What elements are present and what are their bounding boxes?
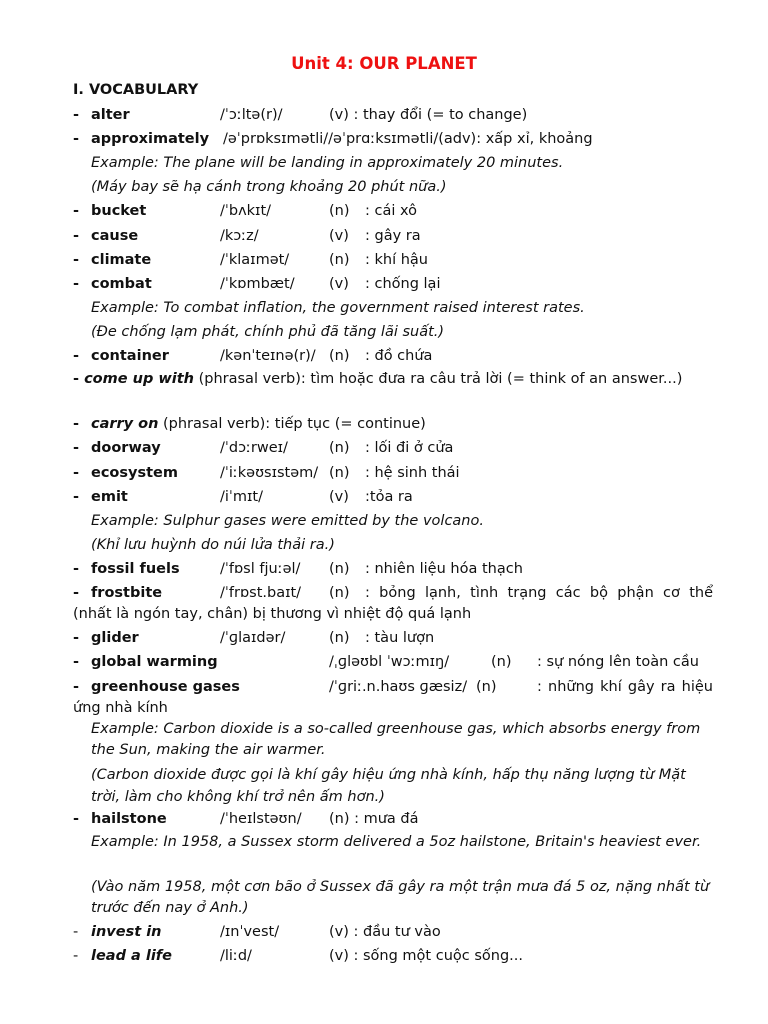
vocab-ipa: /ˈfɒsl fjuːəl/ [220,561,301,577]
vocab-pos: (n) [329,561,350,577]
example-vi: (Đe chống lạm phát, chính phủ đã tăng lãi suất.) [91,324,445,340]
vocab-ipa: /ˈbʌkɪt/ [220,203,272,219]
example-en: Example: In 1958, a Sussex storm delivered a 5oz hailstone, Britain's heaviest ever. [91,834,702,850]
vocab-meaning: : gây ra [365,228,421,244]
vocab-ipa: /əˈprɒksɪmətli//əˈprɑːksɪmətli/(adv): xấp xỉ, khoảng [223,131,593,147]
vocab-word: cause [91,228,139,244]
vocab-word: frostbite [91,585,163,601]
vocab-ipa: /ˈiːkəʊsɪstəm/ [220,465,319,481]
example-vi: (Carbon dioxide được gọi là khí gây hiệu ứng nhà kính, hấp thụ năng lượng từ Mặt trời, làm cho không khí trở nên ấm hơn.) [91,767,686,805]
vocab-meaning: (v) : sống một cuộc sống... [329,948,523,964]
vocab-word: alter [91,107,130,123]
vocab-ipa: /ɪnˈvest/ [220,924,280,940]
vocab-word: container [91,348,169,364]
vocab-pos: (n) [329,203,350,219]
vocab-pos: (v) [329,276,349,292]
vocab-meaning: : sự nóng lên toàn cầu [537,654,699,670]
vocab-ipa: /liːd/ [220,948,252,964]
vocab-pos: (n) [329,348,350,364]
vocab-meaning: : cái xô [365,203,417,219]
vocab-word: carry on [91,416,159,432]
vocab-pos: (n) [476,679,497,695]
vocab-word: emit [91,489,128,505]
vocab-pos: (n) [329,252,350,268]
vocab-meaning: (n) : mưa đá [329,811,419,827]
vocab-pos: (n) [329,585,350,601]
vocab-pos: (v) [329,228,349,244]
example-vi: (Vào năm 1958, một cơn bão ở Sussex đã gây ra một trận mưa đá 5 oz, nặng nhất từ trước đến nay ở Anh.) [91,879,710,916]
vocab-word: bucket [91,203,147,219]
vocab-word: fossil fuels [91,561,180,577]
vocab-meaning: : tàu lượn [365,630,435,646]
document-page: Unit 4: OUR PLANET I. VOCABULARY - alter /ˈɔːltə(r)/ (v) : thay đổi (= to change) - approximately /əˈprɒksɪmətli//əˈprɑːksɪmətli/(adv): xấp xỉ, khoảng Example: The plane will be landing in approximately 20 minutes. (Máy bay sẽ hạ cánh trong khoảng 20 phút nữa.) - bucket /ˈbʌkɪt/ (n) : cái xô - cause /kɔːz/ (v) : gây ra - climate /ˈklaɪmət/ (n) : khí hậu - combat /ˈkɒmbæt/ (v) : chống lại Example: To combat inflation, the government raised interest rates. (Đe chống lạm phát, chính phủ đã tăng lãi suất.) - container /kənˈteɪnə(r)/ (n) : đồ chứa - come up with (phrasal verb): tìm hoặc đưa ra câu trả lời (= think of an answer...) - carry on (phrasal verb): tiếp tục (= continue) - doorway /ˈdɔːrweɪ/ (n) : lối đi ở cửa - ecosystem /ˈiːkəʊsɪstəm/ (n) : hệ sinh thái - emit /iˈmɪt/ (v) :tỏa ra Example: Sulphur gases were emitted by the volcano. (Khỉ lưu huỳnh do núi lửa thải ra.) - fossil fuels /ˈfɒsl fjuːəl/ (n) : nhiên liệu hóa thạch - frostbite /ˈfrɒst.baɪt/ (n) : bỏng lạnh, tình trạng các bộ phận cơ thể (nhất là ngón tay, chân) bị thương vì nhiệt độ quá lạnh - glider /ˈɡlaɪdər/ (n) : tàu lượn - global warming /ˌɡləʊbl ˈwɔːmɪŋ/ (n) : sự nóng lên toàn cầu - greenhouse gases /ˈɡriː.n.haʊs ɡæsiz/ (n) : những khí gây ra hiệu ứng nhà kính Example: Carbon dioxide is a so-called greenhouse gas, which absorbs energy from the Sun, making the air warmer. (Carbon dioxide được gọi là khí gây hiệu ứng nhà kính, hấp thụ năng lượng từ Mặt trời, làm cho không khí trở nên ấm hơn.) - hailstone /ˈheɪlstəʊn/ (n) : mưa đá Example: In 1958, a Sussex storm delivered a 5oz hailstone, Britain's heaviest ever. (Vào năm 1958, một cơn bão ở Sussex đã gây ra một trận mưa đá 5 oz, nặng nhất từ trước đến nay ở Anh.) - invest in /ɪnˈvest/ (v) : đầu tư vào - lead a life /liːd/ (v) : sống một cuộc sống... [0,0,768,1024]
vocab-meaning: : nhiên liệu hóa thạch [365,561,523,577]
vocab-ipa: /ˈɡlaɪdər/ [220,630,286,646]
vocab-word: doorway [91,440,161,456]
vocab-pos: (n) [329,440,350,456]
vocab-word: combat [91,276,152,292]
vocab-word: ecosystem [91,465,178,481]
vocab-word: greenhouse gases [91,679,240,695]
vocab-word: come up with [84,371,194,387]
vocab-pos: (n) [329,465,350,481]
unit-title: Unit 4: OUR PLANET [291,54,477,73]
example-en: Example: To combat inflation, the government raised interest rates. [91,300,585,316]
vocab-meaning: (phrasal verb): tìm hoặc đưa ra câu trả lời (= think of an answer...) [194,371,683,387]
vocab-meaning: (v) : thay đổi (= to change) [329,107,528,123]
vocab-meaning: : chống lại [365,276,441,292]
vocab-ipa: /ˈheɪlstəʊn/ [220,811,302,827]
vocab-meaning: (phrasal verb): tiếp tục (= continue) [163,416,426,432]
vocab-pos: (n) [491,654,512,670]
example-en: Example: Carbon dioxide is a so-called greenhouse gas, which absorbs energy from the Sun, making the air warmer. [91,721,701,758]
example-vi: (Máy bay sẽ hạ cánh trong khoảng 20 phút nữa.) [91,179,447,195]
vocab-word: lead a life [91,948,172,964]
example-en: Example: The plane will be landing in approximately 20 minutes. [91,155,564,171]
vocab-ipa: /ˌɡləʊbl ˈwɔːmɪŋ/ [329,654,450,670]
example-en: Example: Sulphur gases were emitted by the volcano. [91,513,484,529]
vocab-ipa: /ˈdɔːrweɪ/ [220,440,288,456]
vocab-ipa: /kənˈteɪnə(r)/ [220,348,316,364]
vocab-meaning: : đồ chứa [365,348,433,364]
vocab-meaning: : bỏng lạnh, tình trạng các bộ phận cơ thể (nhất là ngón tay, chân) bị thương vì nhiệt độ quá lạnh [73,585,713,622]
vocab-meaning: (v) : đầu tư vào [329,924,441,940]
vocab-word: invest in [91,924,162,940]
vocab-ipa: /ˈɔːltə(r)/ [220,107,283,123]
vocab-meaning: : lối đi ở cửa [365,440,454,456]
vocab-pos: (v) [329,489,349,505]
section-heading: I. VOCABULARY [73,82,199,98]
vocab-pos: (n) [329,630,350,646]
vocab-ipa: /ˈklaɪmət/ [220,252,290,268]
vocab-word: hailstone [91,811,167,827]
vocab-ipa: /iˈmɪt/ [220,489,263,505]
vocab-word: glider [91,630,139,646]
vocab-word: approximately [91,131,210,147]
vocab-ipa: /kɔːz/ [220,228,259,244]
vocab-meaning: : hệ sinh thái [365,465,460,481]
vocab-ipa: /ˈkɒmbæt/ [220,276,295,292]
vocab-meaning: :tỏa ra [365,489,413,505]
vocab-word: climate [91,252,152,268]
vocab-ipa: /ˈfrɒst.baɪt/ [220,585,302,601]
vocab-ipa: /ˈɡriː.n.haʊs ɡæsiz/ [329,679,468,695]
vocab-meaning: : khí hậu [365,252,428,268]
vocab-entry: - come up with (phrasal verb): tìm hoặc đưa ra câu trả lời (= think of an answer...) [73,371,683,387]
example-vi: (Khỉ lưu huỳnh do núi lửa thải ra.) [91,537,335,553]
vocab-word: global warming [91,654,218,670]
vocab-meaning: : những khí gây ra hiệu ứng nhà kính [73,679,713,716]
